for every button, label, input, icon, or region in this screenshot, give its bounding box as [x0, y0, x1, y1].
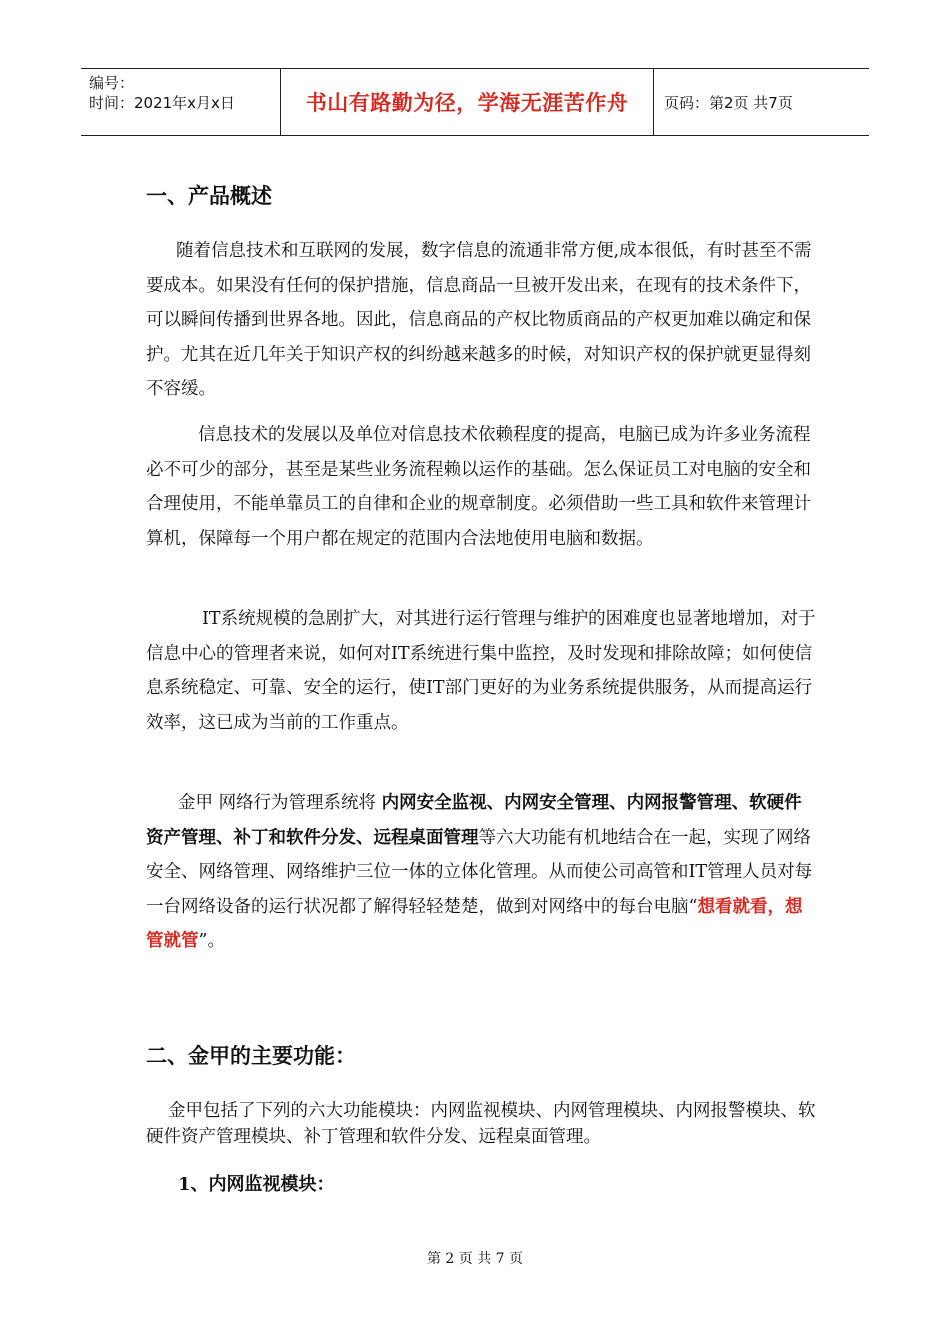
section1-paragraph-2: 信息技术的发展以及单位对信息技术依赖程度的提高，电脑已成为许多业务流程必不可少的部分，甚至是某些业务流程赖以运作的基础。怎么保证员工对电脑的安全和合理使用，不能单靠员工的自律和企业的规章制度。必须借助一些工具和软件来管理计算机，保障每一个用户都在规定的范围内合法地使用电脑和数据。 [146, 425, 811, 549]
section2-intro: 金甲包括了下列的六大功能模块：内网监视模块、内网管理模块、内网报警模块、软硬件资产管理模块、补丁管理和软件分发、远程桌面管理。 [146, 1101, 816, 1147]
section2-heading [146, 1040, 356, 1070]
section2-heading-c: 主要功能： [251, 1044, 356, 1068]
p4-red-slogan: 想看就看，想管就管 [146, 896, 803, 951]
section1-paragraph-4 [146, 786, 818, 959]
section1-paragraph-1: 随着信息技术和互联网的发展，数字信息的流通非常方便,成本很低，有时甚至不需要成本。如果没有任何的保护措施，信息商品一旦被开发出来，在现有的技术条件下，可以瞬间传播到世界各地。因此，信息商品的产权比物质商品的产权更加难以确定和保护。尤其在近几年关于知识产权的纠纷越来越多的时候，对知识产权的保护就更显得刻不容缓。 [146, 241, 812, 399]
header-motto: 书山有路勤为径，学海无涯苦作舟 [281, 69, 654, 135]
p4-text-c: ”。 [198, 931, 225, 951]
time-label: 时间：2021年x月x日 [89, 94, 235, 112]
page-footer: 第 2 页 共 7 页 [426, 1251, 524, 1267]
section2-heading-a: 二、金甲 [146, 1044, 230, 1068]
section2-heading-b: 的 [230, 1044, 251, 1068]
p4-text-a: 金甲 网络行为管理系统将 [178, 793, 382, 813]
page-header [81, 68, 869, 136]
p4-bold-features: 内网安全监视、内网安全管理、内网报警管理、软硬件资产管理、补丁和软件分发、远程桌面管理 [146, 793, 802, 848]
number-label: 编号： [89, 74, 135, 92]
header-meta [81, 69, 281, 135]
header-page-label: 页码：第2页 共7页 [664, 93, 793, 112]
section1-paragraph-3: IT系统规模的急剧扩大，对其进行运行管理与维护的困难度也显著地增加，对于信息中心的管理者来说，如何对IT系统进行集中监控，及时发现和排除故障；如何使信息系统稳定、可靠、安全的运行，使IT部门更好的为业务系统提供服务，从而提高运行效率，这已成为当前的工作重点。 [146, 609, 816, 733]
p4-text-b: 等六大功能有机地结合在一起，实现了网络安全、网络管理、网络维护三位一体的立体化管理。从而使公司高管和IT管理人员对每一台网络设备的运行状况都了解得轻轻楚楚，做到对网络中的每台电脑“ [146, 827, 813, 917]
subsection-1-heading: 1、内网监视模块： [178, 1174, 335, 1195]
section1-heading: 一、产品概述 [146, 184, 272, 208]
